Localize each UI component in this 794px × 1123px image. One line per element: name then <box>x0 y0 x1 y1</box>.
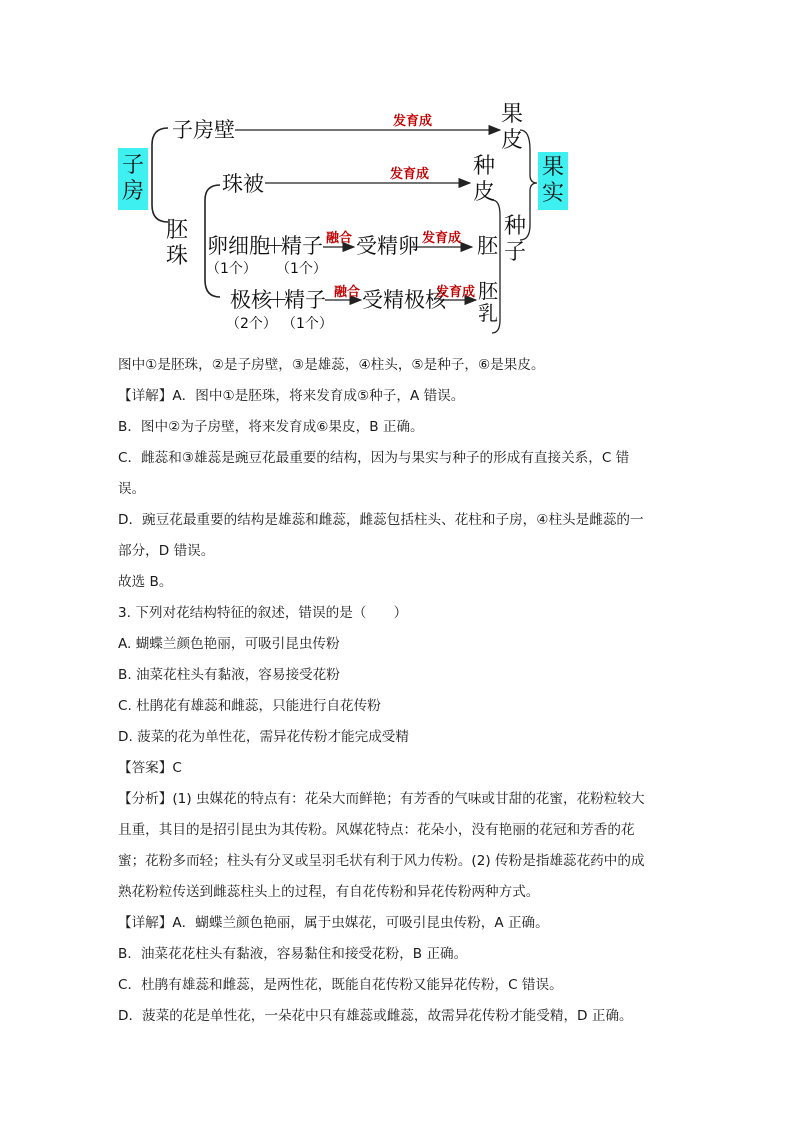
egg-label: 卵细胞 <box>207 234 270 258</box>
ovule-label: 胚珠 <box>165 218 188 269</box>
question-title: 3. 下列对花结构特征的叙述，错误的是（ ） <box>118 605 408 621</box>
option-c: C. 杜鹃花有雄蕊和雌蕊，只能进行自花传粉 <box>118 698 381 714</box>
text-line: 【详解】A．蝴蝶兰颜色艳丽，属于虫媒花，可吸引昆虫传粉，A 正确。 <box>118 915 549 931</box>
sperm-count: （1个） <box>276 261 327 277</box>
develop-label-3: 发育成 <box>422 231 462 246</box>
text-line: 【详解】A．图中①是胚珠，将来发育成⑤种子，A 错误。 <box>118 388 465 404</box>
polar-count: （2个） <box>226 316 277 332</box>
answer: 【答案】C <box>118 760 182 776</box>
develop-label-2: 发育成 <box>390 167 430 182</box>
endosperm-label: 胚乳 <box>478 279 498 325</box>
ovary-label: 子房 <box>121 153 144 204</box>
option-b: B. 油菜花柱头有黏液，容易接受花粉 <box>118 667 340 683</box>
develop-label-4: 发育成 <box>436 285 476 300</box>
text-line: 【分析】(1) 虫媒花的特点有：花朵大而鲜艳；有芳香的气味或甘甜的花蜜，花粉粒较大 <box>118 791 645 807</box>
text-line: D．豌豆花最重要的结构是雄蕊和雌蕊，雌蕊包括柱头、花柱和子房，④柱头是雌蕊的一 <box>118 512 644 528</box>
plus-sign-2: ＋ <box>267 288 288 312</box>
fuse-label-2: 融合 <box>334 285 361 300</box>
sperm-count-2: （1个） <box>282 316 333 332</box>
polar-label: 极核 <box>230 288 272 312</box>
text-line: 故选 B。 <box>118 574 173 590</box>
fruit-formation-diagram <box>0 0 794 345</box>
text-line: D．菠菜的花是单性花，一朵花中只有雄蕊或雌蕊，故需异花传粉才能受精，D 正确。 <box>118 1008 633 1024</box>
seed-coat-label: 种皮 <box>472 154 495 205</box>
text-line: B．图中②为子房壁，将来发育成⑥果皮，B 正确。 <box>118 419 424 435</box>
integument-label: 珠被 <box>222 172 264 196</box>
text-line: 且重，其目的是招引昆虫为其传粉。风媒花特点：花朵小，没有艳丽的花冠和芳香的花 <box>118 822 635 838</box>
seed-label: 种子 <box>503 214 526 265</box>
text-line: 误。 <box>118 481 146 497</box>
fruit-label: 果实 <box>541 155 564 206</box>
text-line: 蜜；花粉多而轻；柱头有分叉或呈羽毛状有利于风力传粉。(2) 传粉是指雄蕊花药中的成 <box>118 853 645 869</box>
option-a: A. 蝴蝶兰颜色艳丽，可吸引昆虫传粉 <box>118 636 340 652</box>
plus-sign-1: ＋ <box>264 234 285 258</box>
fuse-label-1: 融合 <box>326 231 353 246</box>
embryo-label: 胚 <box>477 234 498 258</box>
text-line: 熟花粉粒传送到雌蕊柱头上的过程，有自花传粉和异花传粉两种方式。 <box>118 884 540 900</box>
fertilized-egg-label: 受精卵 <box>356 234 419 258</box>
sperm-label-2: 精子 <box>284 288 326 312</box>
fertilized-polar-label: 受精极核 <box>362 288 446 312</box>
egg-count: （1个） <box>206 261 257 277</box>
text-line: 部分，D 错误。 <box>118 543 215 559</box>
sperm-label: 精子 <box>281 234 323 258</box>
option-d: D. 菠菜的花为单性花，需异花传粉才能完成受精 <box>118 729 409 745</box>
text-line: 图中①是胚珠，②是子房壁，③是雄蕊，④柱头，⑤是种子，⑥是果皮。 <box>118 357 545 373</box>
text-line: C．雌蕊和③雄蕊是豌豆花最重要的结构，因为与果实与种子的形成有直接关系，C 错 <box>118 450 630 466</box>
text-line: C．杜鹃有雄蕊和雌蕊，是两性花，既能自花传粉又能异花传粉，C 错误。 <box>118 977 563 993</box>
ovary-wall-label: 子房壁 <box>172 118 235 142</box>
fruit-skin-label: 果皮 <box>500 102 523 153</box>
develop-label-1: 发育成 <box>393 114 433 129</box>
text-line: B．油菜花花柱头有黏液，容易黏住和接受花粉，B 正确。 <box>118 946 468 962</box>
